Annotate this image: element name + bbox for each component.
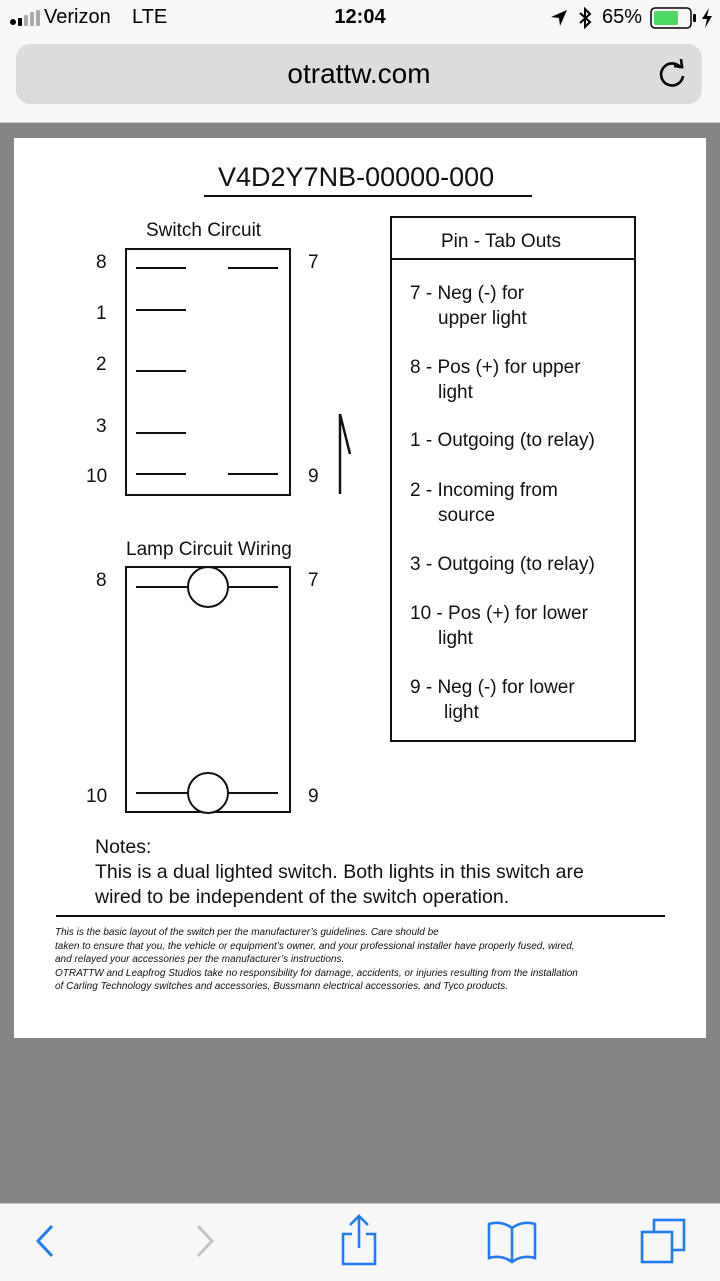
pin-table-header: Pin - Tab Outs (441, 231, 562, 252)
disclaimer-line: OTRATTW and Leapfrog Studios take no responsibility for damage, accidents, or injuries resulting from the installation (55, 967, 578, 979)
browser-header (0, 36, 720, 123)
bluetooth-icon (578, 7, 592, 29)
status-bar (0, 0, 720, 36)
location-icon (550, 9, 568, 27)
pin-item-line: 3 - Outgoing (to relay) (410, 554, 595, 575)
document-page (14, 138, 706, 1038)
pin-label: 8 (96, 570, 107, 591)
pin-label: 2 (96, 354, 107, 375)
pin-item-line: light (438, 628, 473, 649)
charging-icon (700, 7, 714, 29)
lamp-circuit-label: Lamp Circuit Wiring (126, 539, 292, 560)
pin-item (410, 552, 595, 577)
pin-item-line: 2 - Incoming from (410, 480, 558, 501)
notes-line: wired to be independent of the switch operation. (95, 886, 510, 908)
pin-item (410, 281, 527, 331)
pin-item-line: 1 - Outgoing (to relay) (410, 430, 595, 451)
switch-circuit-label: Switch Circuit (146, 220, 262, 241)
pin-label: 7 (308, 252, 319, 273)
disclaimer-line: This is the basic layout of the switch per the manufacturer’s guidelines. Care should be (55, 927, 439, 938)
battery-icon (650, 7, 698, 29)
pin-label: 3 (96, 416, 107, 437)
disclaimer (55, 926, 655, 994)
browser-toolbar (0, 1203, 720, 1281)
pin-item-line: upper light (438, 308, 527, 329)
battery-percent: 65% (602, 6, 643, 28)
disclaimer-line: taken to ensure that you, the vehicle or equipment’s owner, and your professional installer have properly fused, wired, (55, 940, 575, 952)
pin-label: 1 (96, 303, 107, 324)
pin-item (410, 355, 581, 405)
pin-item-line: light (444, 702, 479, 723)
pin-label: 10 (86, 786, 108, 807)
pin-item-line: 8 - Pos (+) for upper (410, 357, 581, 378)
forward-icon[interactable] (190, 1218, 220, 1264)
pin-item-line: 9 - Neg (-) for lower (410, 677, 575, 698)
pin-item (410, 428, 595, 453)
pin-item-line: 10 - Pos (+) for lower (410, 603, 588, 624)
bookmarks-icon[interactable] (486, 1218, 538, 1264)
tabs-icon[interactable] (638, 1216, 688, 1266)
pin-label: 7 (308, 570, 319, 591)
back-icon[interactable] (30, 1218, 60, 1264)
pin-item-line: source (438, 505, 496, 526)
pin-item (410, 478, 558, 528)
disclaimer-line: of Carling Technology switches and accessories, Bussmann electrical accessories, and Tyco products. (55, 981, 508, 992)
pin-item-line: 7 - Neg (-) for (410, 283, 525, 304)
document-title: V4D2Y7NB-00000-000 (218, 162, 495, 192)
pin-item (410, 601, 588, 651)
share-icon[interactable] (338, 1214, 380, 1266)
notes-heading: Notes: (95, 836, 152, 858)
pin-label: 10 (86, 466, 108, 487)
notes-line: This is a dual lighted switch. Both lights in this switch are (95, 861, 584, 883)
pin-item-line: light (438, 382, 473, 403)
pin-label: 8 (96, 252, 107, 273)
pin-item (410, 675, 575, 725)
pin-label: 9 (308, 786, 319, 807)
pin-label: 9 (308, 466, 319, 487)
disclaimer-line: and relayed your accessories per the manufacturer’s instructions. (55, 954, 345, 965)
carrier-label: Verizon (44, 6, 111, 28)
clock: 12:04 (334, 6, 386, 28)
address-bar[interactable] (16, 44, 702, 104)
url-text: otrattw.com (287, 58, 431, 89)
network-label: LTE (132, 6, 168, 28)
reload-icon[interactable] (654, 56, 690, 92)
